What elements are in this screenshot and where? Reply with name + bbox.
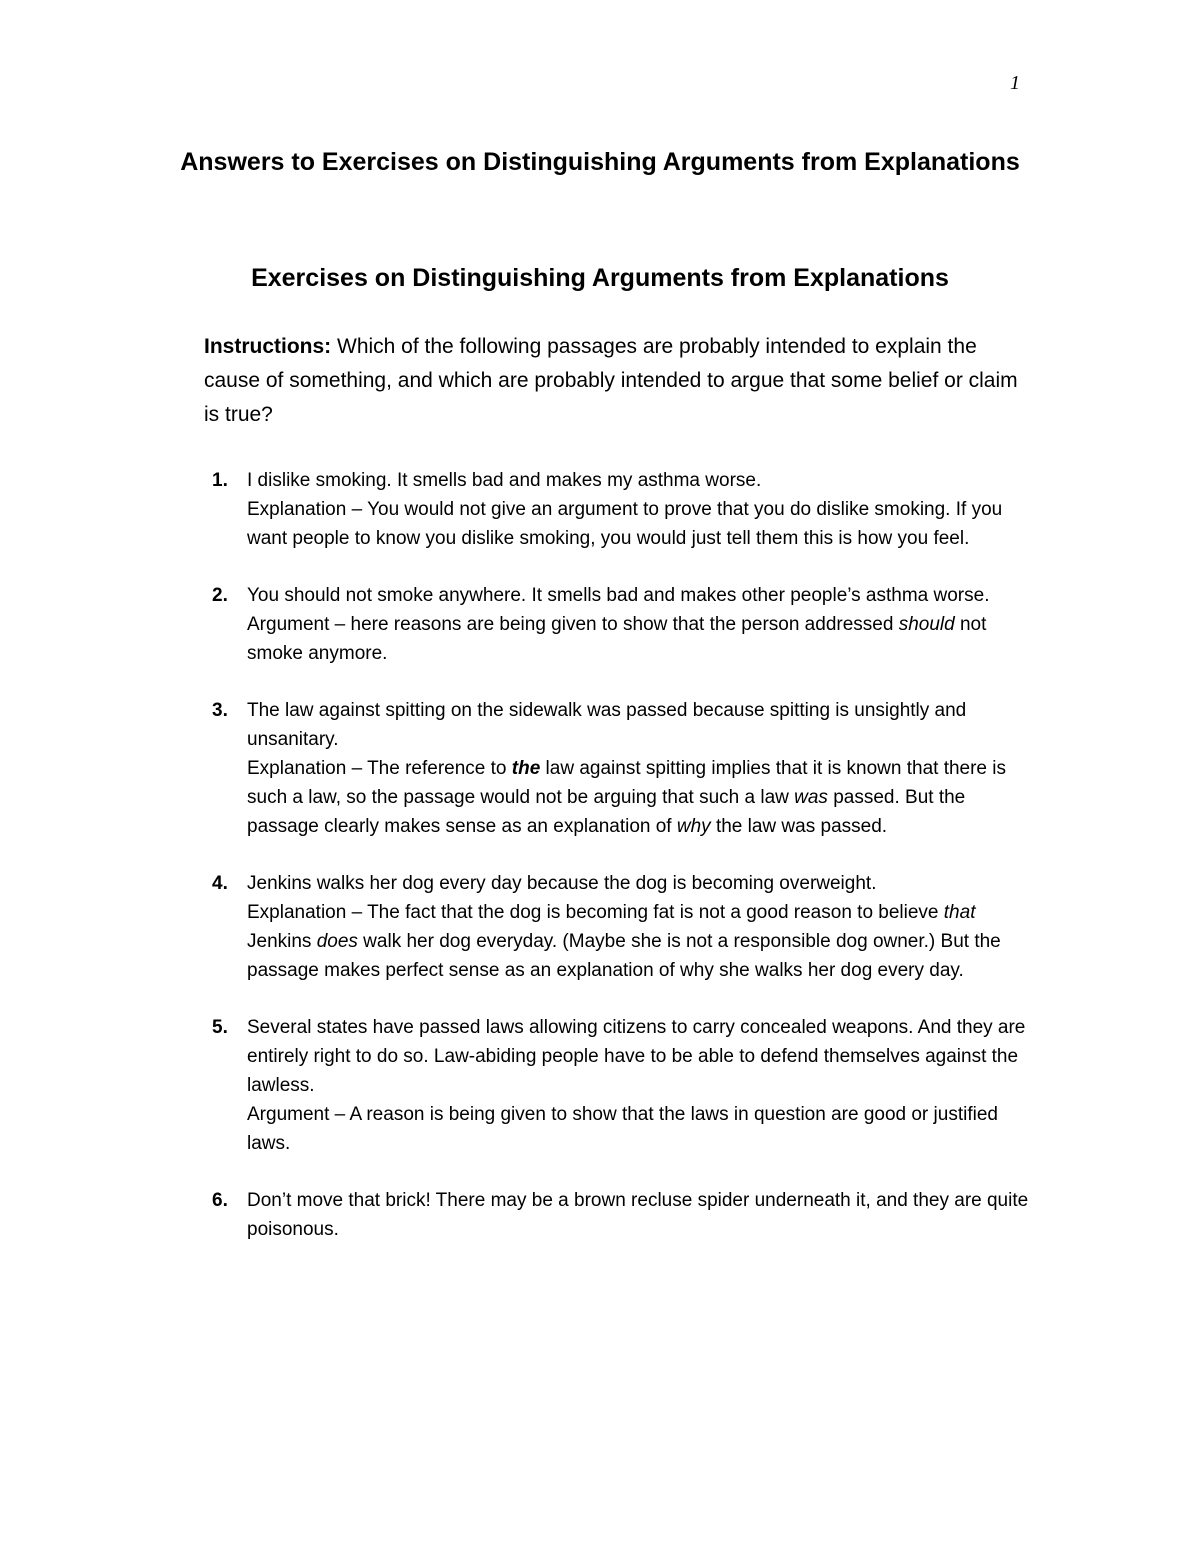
item-passage: You should not smoke anywhere. It smells bad and makes other people’s asthma worse. <box>247 585 990 606</box>
answer-emphasis: should <box>898 614 955 635</box>
instructions-label: Instructions: <box>204 335 332 358</box>
answer-text: not smoke anymore. <box>247 614 987 664</box>
item-number: 6. <box>212 1190 228 1211</box>
item-answer <box>247 754 1034 841</box>
section-heading: Exercises on Distinguishing Arguments from Explanations <box>251 264 949 292</box>
item-passage: I dislike smoking. It smells bad and makes my asthma worse. <box>247 470 762 491</box>
instructions-text: Which of the following passages are probably intended to explain the cause of something, and which are probably intended to argue that some belief or claim is true? <box>204 335 1018 426</box>
answer-text: the law was passed. <box>710 816 888 837</box>
answer-text: passed. But the passage clearly makes sense as an explanation of <box>247 787 966 837</box>
answer-text: law against spitting implies that it is known that there is such a law, so the passage would not be arguing that such a law <box>247 758 1007 808</box>
exercise-item-3 <box>204 696 1034 841</box>
item-number: 4. <box>212 873 228 894</box>
item-number: 2. <box>212 585 228 606</box>
answer-text: Jenkins <box>247 931 317 952</box>
answer-emphasis: the <box>511 758 541 779</box>
item-answer <box>247 898 1034 985</box>
item-number: 1. <box>212 470 228 491</box>
item-number: 3. <box>212 700 228 721</box>
answer-emphasis: does <box>316 931 358 952</box>
page-number: 1 <box>1010 72 1020 94</box>
exercise-item-1 <box>204 466 1034 553</box>
item-passage: The law against spitting on the sidewalk was passed because spitting is unsightly and unsanitary. <box>247 700 967 750</box>
exercise-list <box>204 466 1034 1272</box>
item-answer <box>247 610 1034 668</box>
exercise-item-6 <box>204 1186 1034 1244</box>
answer-emphasis: was <box>794 787 828 808</box>
instructions <box>204 330 1024 432</box>
answer-text: Explanation – The fact that the dog is becoming fat is not a good reason to believe <box>247 902 944 923</box>
document-title: Answers to Exercises on Distinguishing Arguments from Explanations <box>180 148 1020 176</box>
answer-emphasis: why <box>676 816 711 837</box>
item-answer: Argument – A reason is being given to show that the laws in question are good or justified laws. <box>247 1104 998 1154</box>
answer-text: walk her dog everyday. (Maybe she is not a responsible dog owner.) But the passage makes perfect sense as an explanation of why she walks her dog every day. <box>247 931 1001 981</box>
item-number: 5. <box>212 1017 228 1038</box>
item-passage: Don’t move that brick! There may be a brown recluse spider underneath it, and they are quite poisonous. <box>247 1190 1029 1240</box>
exercise-item-4 <box>204 869 1034 985</box>
item-passage: Several states have passed laws allowing citizens to carry concealed weapons. And they are entirely right to do so. Law-abiding people have to be able to defend themselves against the lawless. <box>247 1017 1026 1096</box>
answer-emphasis: that <box>943 902 976 923</box>
item-answer: Explanation – You would not give an argument to prove that you do dislike smoking. If you want people to know you dislike smoking, you would just tell them this is how you feel. <box>247 499 1003 549</box>
answer-text: Explanation – The reference to <box>247 758 512 779</box>
answer-text: Argument – here reasons are being given to show that the person addressed <box>247 614 899 635</box>
exercise-item-2 <box>204 581 1034 668</box>
exercise-item-5 <box>204 1013 1034 1158</box>
item-passage: Jenkins walks her dog every day because the dog is becoming overweight. <box>247 873 877 894</box>
